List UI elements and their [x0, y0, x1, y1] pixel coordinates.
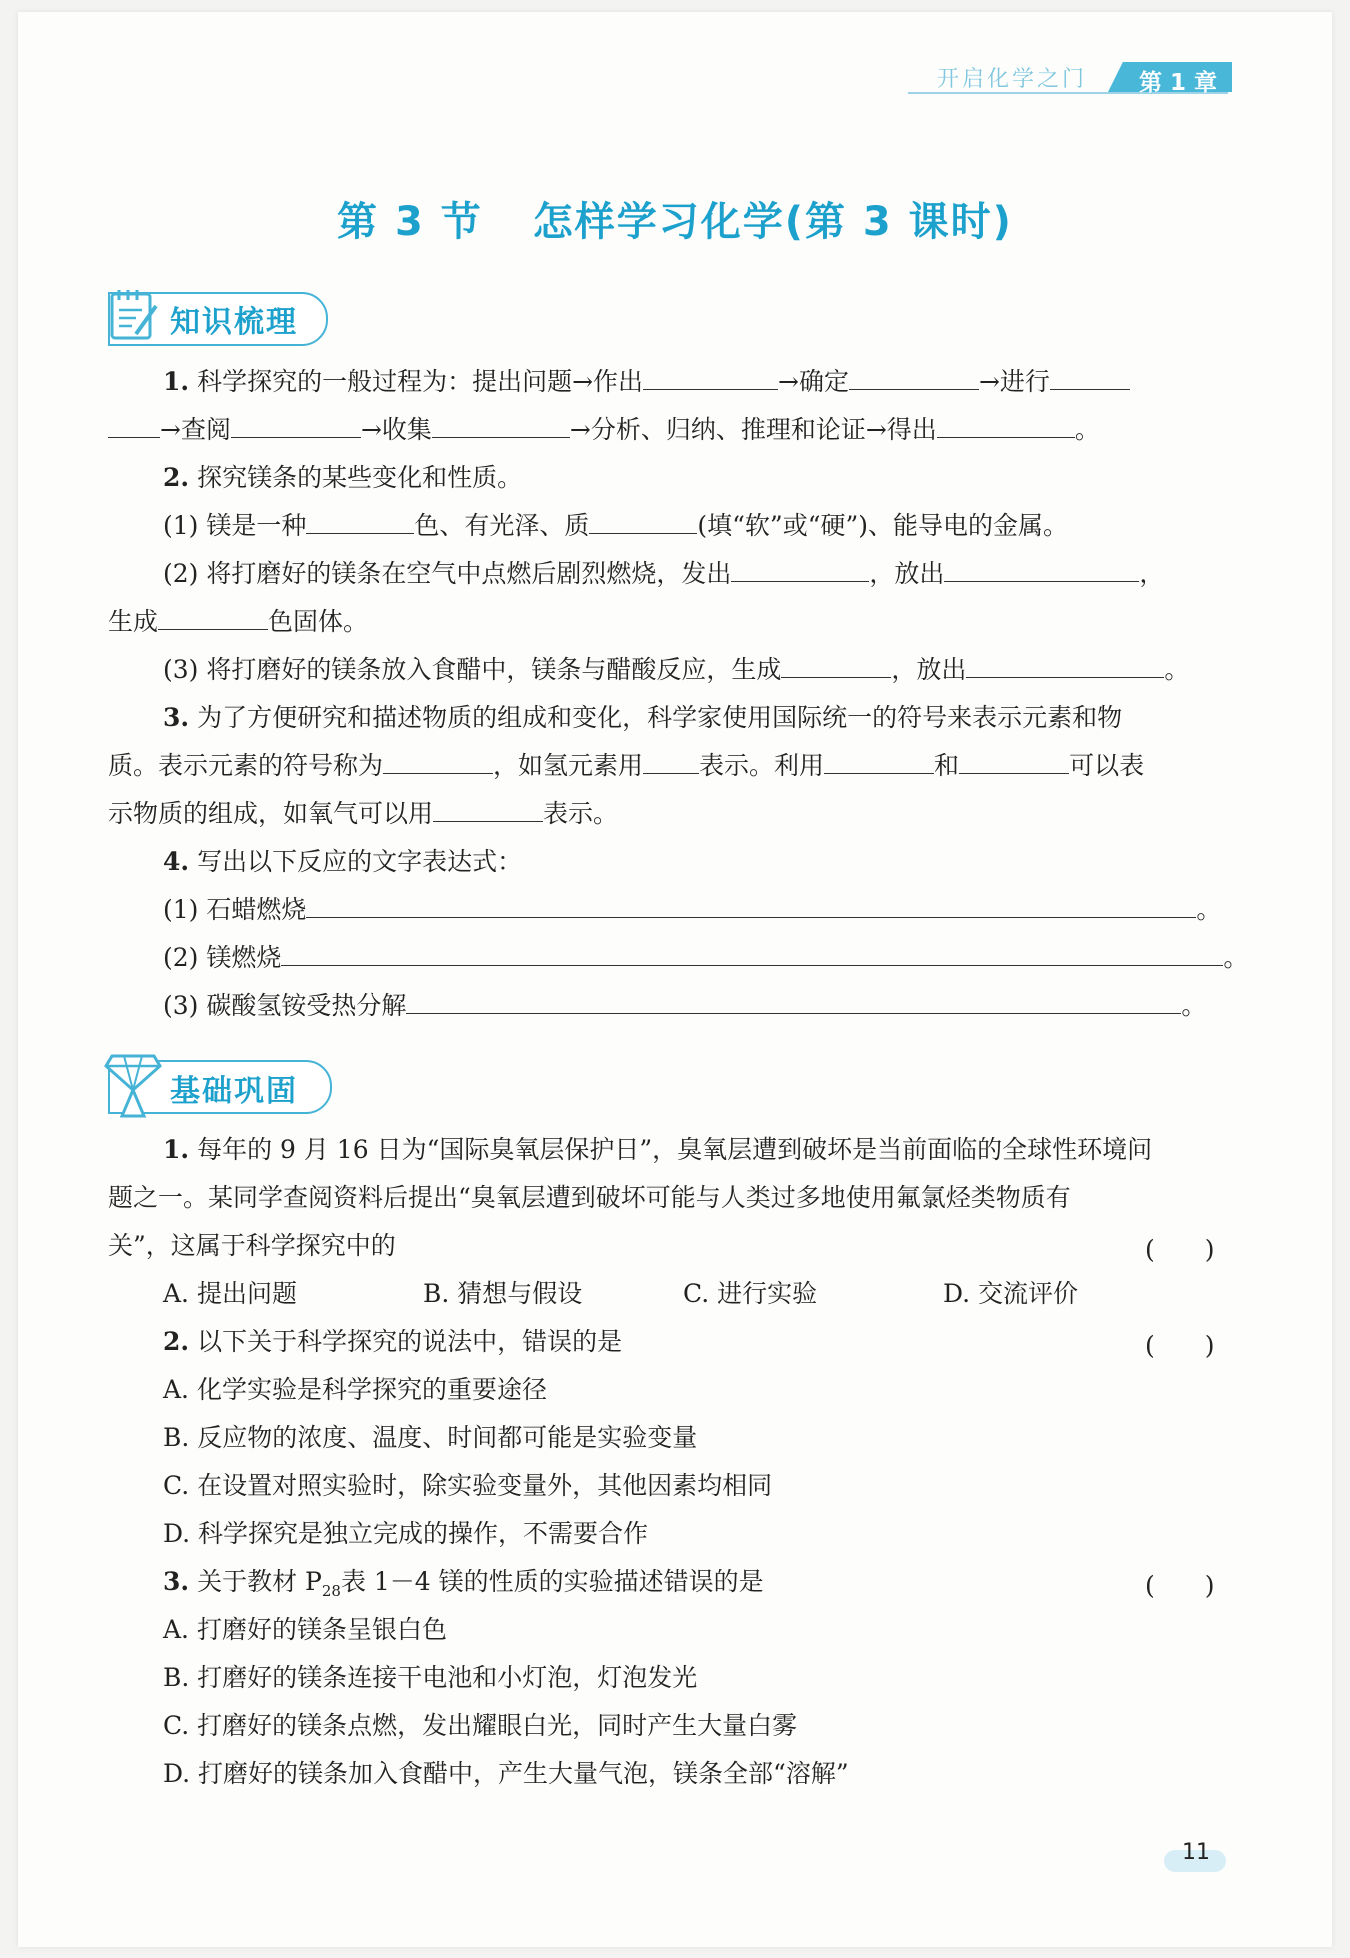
answer-blank[interactable]	[781, 655, 891, 678]
question-text: 关”，这属于科学探究中的	[108, 1231, 396, 1260]
basics-q3-option-d[interactable]: D. 打磨好的镁条加入食醋中，产生大量气泡，镁条全部“溶解”	[163, 1759, 849, 1788]
answer-blank[interactable]	[406, 991, 1181, 1014]
knowledge-q3-line2	[108, 750, 1144, 782]
answer-blank[interactable]	[1050, 367, 1130, 390]
basics-q1-line1	[163, 1134, 1152, 1166]
question-text: →分析、归纳、推理和论证→得出	[569, 415, 937, 444]
question-text: 为了方便研究和描述物质的组成和变化，科学家使用国际统一的符号来表示元素和物	[197, 703, 1123, 732]
question-text: 每年的 9 月 16 日为“国际臭氧层保护日”，臭氧层遭到破坏是当前面临的全球性环境问	[197, 1135, 1153, 1164]
chapter-tab-label: 第 1 章	[1139, 70, 1218, 96]
basics-q3	[163, 1566, 764, 1607]
answer-blank[interactable]	[306, 895, 1196, 918]
answer-blank[interactable]	[306, 511, 414, 534]
question-text: →查阅	[160, 415, 231, 444]
question-text: (填“软”或“硬”)、能导电的金属。	[697, 511, 1069, 540]
basics-q2-option-c[interactable]: C. 在设置对照实验时，除实验变量外，其他因素均相同	[163, 1471, 773, 1500]
question-text: 生成	[108, 607, 159, 636]
answer-blank[interactable]	[944, 559, 1139, 582]
basics-q1-option-c[interactable]: C. 进行实验	[683, 1279, 818, 1308]
basics-q1-line3	[108, 1230, 396, 1262]
answer-parentheses[interactable]: ( )	[1145, 1235, 1215, 1264]
question-text: (1) 镁是一种	[163, 511, 307, 540]
knowledge-q2-s2-line1	[163, 558, 1164, 590]
question-number: 3.	[163, 703, 190, 732]
basics-q1-option-d[interactable]: D. 交流评价	[943, 1279, 1079, 1308]
knowledge-q2-s1	[163, 510, 1068, 542]
question-number: 2.	[163, 463, 190, 492]
page-number: 11	[1182, 1840, 1210, 1865]
answer-blank[interactable]	[433, 799, 543, 822]
question-text: 。	[1196, 895, 1222, 924]
basics-q2	[163, 1326, 622, 1358]
question-text: 示物质的组成，如氧气可以用	[108, 799, 434, 828]
question-text: 质。表示元素的符号称为	[108, 751, 384, 780]
answer-blank[interactable]	[643, 751, 699, 774]
answer-blank[interactable]	[966, 655, 1164, 678]
knowledge-q1-line2	[108, 414, 1100, 446]
question-text: 。	[1181, 991, 1207, 1020]
question-text: →进行	[978, 367, 1050, 396]
question-text: (2) 镁燃烧	[163, 943, 282, 972]
question-text: 探究镁条的某些变化和性质。	[197, 463, 523, 492]
notepad-icon	[106, 284, 164, 344]
basics-q3-option-a[interactable]: A. 打磨好的镁条呈银白色	[163, 1615, 447, 1644]
question-text: ，如氢元素用	[493, 751, 644, 780]
knowledge-q4	[163, 846, 522, 878]
question-text: 色、有光泽、质	[414, 511, 590, 540]
question-text: ，	[1139, 559, 1165, 588]
diamond-trophy-icon	[104, 1046, 162, 1120]
question-text: ，放出	[869, 559, 945, 588]
answer-blank[interactable]	[108, 415, 160, 438]
question-text: →收集	[360, 415, 432, 444]
basics-q1-option-a[interactable]: A. 提出问题	[163, 1279, 297, 1308]
question-text: (1) 石蜡燃烧	[163, 895, 307, 924]
knowledge-q1-line1	[163, 366, 1130, 398]
basics-q3-option-b[interactable]: B. 打磨好的镁条连接干电池和小灯泡，灯泡发光	[163, 1663, 698, 1692]
knowledge-q2-s3	[163, 654, 1189, 686]
question-text: 关于教材 P	[197, 1567, 322, 1596]
answer-blank[interactable]	[849, 367, 979, 390]
question-text: 。	[1164, 655, 1190, 684]
knowledge-q4-item1	[163, 894, 1221, 926]
question-number: 1.	[163, 367, 190, 396]
question-text: 表 1－4 镁的性质的实验描述错误的是	[340, 1567, 764, 1596]
question-number: 4.	[163, 847, 190, 876]
question-text: (2) 将打磨好的镁条在空气中点燃后剧烈燃烧，发出	[163, 559, 732, 588]
knowledge-q3-line1	[163, 702, 1122, 734]
basics-q1-line2	[108, 1182, 1071, 1214]
question-text: 可以表	[1069, 751, 1145, 780]
page-title	[0, 190, 1350, 247]
question-text: (3) 碳酸氢铵受热分解	[163, 991, 407, 1020]
basics-q2-option-a[interactable]: A. 化学实验是科学探究的重要途径	[163, 1375, 547, 1404]
question-number: 3.	[163, 1567, 190, 1596]
answer-parentheses[interactable]: ( )	[1145, 1331, 1215, 1360]
question-number: 1.	[163, 1135, 190, 1164]
answer-blank[interactable]	[589, 511, 697, 534]
question-text: (3) 将打磨好的镁条放入食醋中，镁条与醋酸反应，生成	[163, 655, 782, 684]
question-number: 2.	[163, 1327, 190, 1356]
knowledge-heading: 知识梳理	[170, 305, 298, 340]
knowledge-q2	[163, 462, 522, 494]
knowledge-q4-item2	[163, 942, 1248, 974]
question-text: 和	[934, 751, 960, 780]
basics-q1-option-b[interactable]: B. 猜想与假设	[423, 1279, 583, 1308]
answer-blank[interactable]	[643, 367, 778, 390]
section-name: 怎样学习化学(第 3 课时)	[532, 199, 1013, 245]
answer-parentheses[interactable]: ( )	[1145, 1571, 1215, 1600]
answer-blank[interactable]	[231, 415, 361, 438]
question-text: 以下关于科学探究的说法中，错误的是	[197, 1327, 623, 1356]
answer-blank[interactable]	[824, 751, 934, 774]
answer-blank[interactable]	[937, 415, 1075, 438]
question-text: 表示。	[543, 799, 619, 828]
section-number: 第 3 节	[337, 199, 483, 245]
answer-blank[interactable]	[158, 607, 268, 630]
basics-q2-option-d[interactable]: D. 科学探究是独立完成的操作，不需要合作	[163, 1519, 649, 1548]
knowledge-q4-item3	[163, 990, 1206, 1022]
question-text: ，放出	[891, 655, 967, 684]
answer-blank[interactable]	[731, 559, 869, 582]
question-text: 表示。利用	[699, 751, 825, 780]
question-text: 。	[1074, 415, 1100, 444]
chapter-name: 开启化学之门	[937, 67, 1088, 92]
knowledge-q2-s2-line2	[108, 606, 368, 638]
basics-q2-option-b[interactable]: B. 反应物的浓度、温度、时间都可能是实验变量	[163, 1423, 698, 1452]
question-text: 科学探究的一般过程为：提出问题→作出	[197, 367, 644, 396]
basics-q3-option-c[interactable]: C. 打磨好的镁条点燃，发出耀眼白光，同时产生大量白雾	[163, 1711, 798, 1740]
question-text: 写出以下反应的文字表达式：	[197, 847, 523, 876]
question-text: 。	[1223, 943, 1249, 972]
answer-blank[interactable]	[281, 943, 1223, 966]
basics-heading: 基础巩固	[170, 1074, 298, 1109]
question-text: 色固体。	[268, 607, 369, 636]
answer-blank[interactable]	[959, 751, 1069, 774]
question-text: →确定	[778, 367, 849, 396]
page-subscript: 28	[321, 1582, 341, 1600]
question-text: 题之一。某同学查阅资料后提出“臭氧层遭到破坏可能与人类过多地使用氟氯烃类物质有	[108, 1183, 1071, 1212]
answer-blank[interactable]	[383, 751, 493, 774]
answer-blank[interactable]	[432, 415, 570, 438]
knowledge-q3-line3	[108, 798, 618, 830]
